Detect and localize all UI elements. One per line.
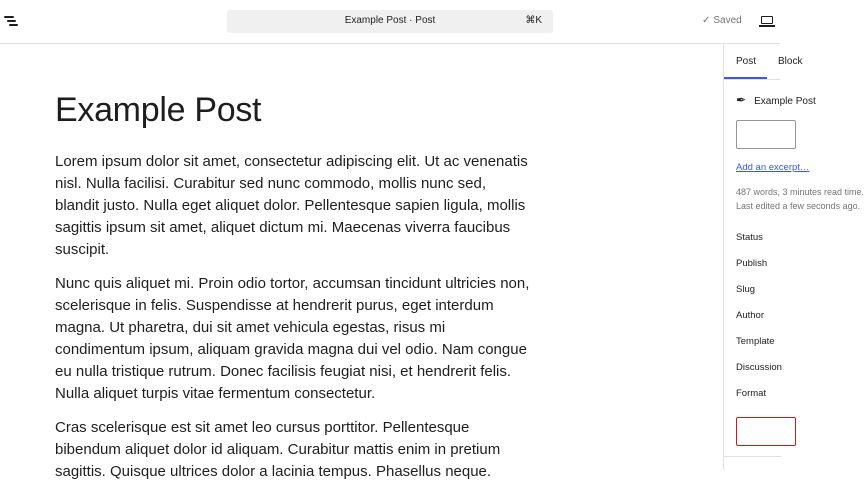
featured-image-button[interactable]	[736, 120, 796, 149]
top-toolbar	[0, 0, 780, 44]
word-count: 487 words, 3 minutes read time.	[736, 187, 864, 197]
keyboard-shortcut-hint: ⌘K	[525, 15, 542, 26]
desktop-view-icon-base	[759, 25, 775, 27]
save-status	[702, 15, 742, 26]
author-label: Author	[736, 310, 764, 321]
document-title: Example Post · Post	[344, 15, 436, 26]
paragraph-block[interactable]: Lorem ipsum dolor sit amet, consectetur adipiscing elit. Ut ac venenatis nisl. Nulla facilisi. Curabitur sed nunc commodo, mollis nunc sed, blandit justo. Nulla eget aliquet dolor. Pellentesque sapien ligula, mollis sagittis ipsum sit amet, aliquet dictum mi. Maecenas viverra faucibus suscipit.	[55, 153, 528, 258]
publish-label: Publish	[736, 258, 768, 269]
move-to-trash-button[interactable]	[736, 417, 796, 446]
tab-block[interactable]: Block	[778, 56, 803, 67]
command-palette-button[interactable]	[227, 10, 553, 33]
active-tab-indicator	[724, 77, 767, 79]
document-overview-icon[interactable]	[4, 14, 18, 28]
post-summary	[736, 93, 816, 107]
discussion-label: Discussion	[736, 362, 782, 373]
slug-label: Slug	[736, 284, 756, 295]
paragraph-block[interactable]: Cras scelerisque est sit amet leo cursus porttitor. Pellentesque bibendum aliquet dolor id aliquam. Curabitur mattis enim in pretium sagittis. Quisque ultrices dolor a lacinia tempus. Phasellus neque.	[55, 419, 501, 480]
settings-sidebar	[723, 45, 864, 470]
format-label: Format	[736, 388, 767, 399]
template-label: Template	[736, 336, 775, 347]
post-title[interactable]: Example Post	[55, 91, 262, 129]
check-icon: ✓	[702, 15, 711, 26]
sidebar-tabs	[724, 45, 803, 80]
paragraph-block[interactable]: Nunc quis aliquet mi. Proin odio tortor, accumsan tincidunt ultricies non, scelerisque in felis. Suspendisse at hendrerit purus, eget interdum magna. Ut pharetra, dui sit amet vehicula egestas, risus mi condimentum ipsum, aliquam gravida magna dui vel odio. Nam congue eu nulla tristique rutrum. Donec facilisis feugiat nisi, et hendrerit felis. Nulla aliquet turpis vitae fermentum consectetur.	[55, 275, 530, 402]
divider	[724, 456, 781, 457]
last-edited: Last edited a few seconds ago.	[736, 201, 861, 211]
post-content	[55, 151, 530, 495]
tab-post[interactable]: Post	[736, 56, 757, 67]
editor-canvas	[0, 45, 723, 480]
feather-icon: ✒	[736, 93, 747, 107]
post-summary-title: Example Post	[754, 96, 816, 107]
status-label: Status	[736, 232, 763, 243]
add-excerpt-link[interactable]: Add an excerpt…	[736, 162, 810, 173]
saved-label: Saved	[713, 15, 742, 26]
desktop-view-icon[interactable]	[761, 16, 773, 24]
